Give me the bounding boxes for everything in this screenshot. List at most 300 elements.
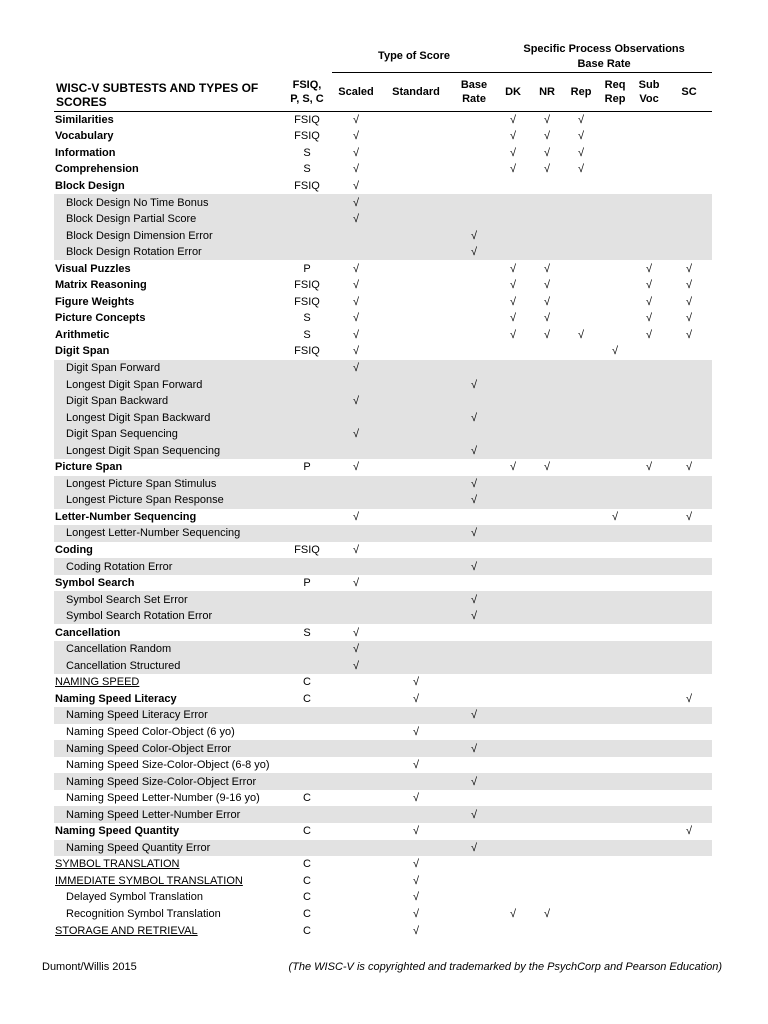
score-code: S (303, 146, 311, 159)
subtest-name: Block Design No Time Bonus (54, 194, 282, 211)
check-cell-req-rep (598, 459, 632, 476)
check-cell-standard: √ (412, 692, 420, 705)
table-row (54, 211, 712, 228)
score-code: FSIQ (294, 130, 320, 143)
check-cell-dk (496, 509, 530, 526)
check-cell-standard (380, 426, 452, 443)
check-cell-standard (380, 244, 452, 261)
check-cell-req-rep (598, 376, 632, 393)
check-cell-base-rate (452, 906, 496, 923)
check-cell-sc (666, 128, 712, 145)
check-cell-sc (666, 542, 712, 559)
check-cell-dk (496, 442, 530, 459)
subtest-name: Figure Weights (55, 295, 135, 308)
table-row (54, 773, 712, 790)
check-cell-req-rep (598, 922, 632, 939)
check-cell-sc: √ (686, 295, 693, 308)
subtests-table (54, 40, 712, 939)
check-cell-sc (666, 889, 712, 906)
check-cell-scaled: √ (332, 360, 380, 377)
check-cell-base-rate (452, 211, 496, 228)
check-cell-sc (666, 790, 712, 807)
check-cell-dk (496, 409, 530, 426)
check-cell-nr (530, 922, 564, 939)
check-cell-sc: √ (686, 825, 693, 838)
score-code: S (303, 312, 311, 325)
check-cell-sub-voc (632, 409, 666, 426)
check-cell-scaled: √ (352, 543, 360, 556)
subtest-name: Letter-Number Sequencing (55, 510, 197, 523)
check-cell-sc (666, 840, 712, 857)
check-cell-sub-voc: √ (646, 262, 653, 275)
subtest-name: Information (55, 146, 116, 159)
check-cell-scaled: √ (332, 426, 380, 443)
check-cell-req-rep (598, 327, 632, 344)
score-code: FSIQ (294, 543, 320, 556)
check-cell-scaled (332, 790, 380, 807)
table-row (54, 426, 712, 443)
check-cell-rep: √ (578, 146, 585, 159)
table-row (54, 906, 712, 923)
check-cell-dk: √ (510, 262, 517, 275)
table-row (54, 409, 712, 426)
check-cell-base-rate (452, 509, 496, 526)
check-cell-sub-voc (632, 393, 666, 410)
check-cell-base-rate (452, 922, 496, 939)
check-cell-standard (380, 145, 452, 162)
score-code: C (303, 676, 311, 689)
check-cell-dk (496, 376, 530, 393)
check-cell-sc: √ (686, 461, 693, 474)
check-cell-dk (496, 922, 530, 939)
score-code (282, 376, 332, 393)
check-cell-standard (380, 327, 452, 344)
score-code (282, 393, 332, 410)
check-cell-rep (564, 376, 598, 393)
check-cell-sc (666, 194, 712, 211)
check-cell-rep (564, 624, 598, 641)
score-code (282, 211, 332, 228)
score-code (282, 724, 332, 741)
check-cell-standard (380, 591, 452, 608)
check-cell-req-rep (598, 691, 632, 708)
table-row (54, 624, 712, 641)
check-cell-standard: √ (412, 676, 420, 689)
score-code (282, 244, 332, 261)
check-cell-standard (380, 658, 452, 675)
check-cell-req-rep (598, 773, 632, 790)
check-cell-scaled: √ (352, 328, 360, 341)
check-cell-standard (380, 492, 452, 509)
check-cell-sc (666, 608, 712, 625)
check-cell-rep (564, 211, 598, 228)
check-cell-dk (496, 658, 530, 675)
check-cell-base-rate: √ (452, 476, 496, 493)
column-header-standard: Standard (380, 73, 452, 112)
check-cell-sub-voc (632, 145, 666, 162)
check-cell-nr (530, 442, 564, 459)
score-code: FSIQ (294, 295, 320, 308)
check-cell-nr (530, 360, 564, 377)
table-row (54, 343, 712, 360)
check-cell-scaled (332, 707, 380, 724)
check-cell-dk: √ (510, 312, 517, 325)
check-cell-sc: √ (686, 692, 693, 705)
subtest-name: Naming Speed Color-Object Error (54, 740, 282, 757)
check-cell-sc (666, 674, 712, 691)
check-cell-sc (666, 773, 712, 790)
check-cell-sc (666, 343, 712, 360)
check-cell-req-rep (598, 360, 632, 377)
check-cell-sub-voc (632, 823, 666, 840)
column-header-req-rep: Req Rep (598, 73, 632, 112)
check-cell-rep (564, 442, 598, 459)
check-cell-rep: √ (578, 328, 585, 341)
check-cell-standard: √ (412, 874, 420, 887)
check-cell-sub-voc (632, 724, 666, 741)
check-cell-dk (496, 840, 530, 857)
check-cell-scaled (332, 591, 380, 608)
check-cell-standard (380, 310, 452, 327)
check-cell-nr (530, 790, 564, 807)
check-cell-scaled: √ (352, 295, 360, 308)
table-row (54, 227, 712, 244)
check-cell-nr (530, 840, 564, 857)
check-cell-standard (380, 707, 452, 724)
check-cell-nr (530, 393, 564, 410)
check-cell-scaled (332, 476, 380, 493)
check-cell-standard (380, 128, 452, 145)
check-cell-rep (564, 310, 598, 327)
check-cell-scaled (332, 740, 380, 757)
check-cell-rep (564, 542, 598, 559)
check-cell-sub-voc (632, 442, 666, 459)
check-cell-nr (530, 740, 564, 757)
score-code: C (303, 924, 311, 937)
check-cell-req-rep (598, 757, 632, 774)
check-cell-standard (380, 558, 452, 575)
subtest-name: NAMING SPEED (55, 676, 140, 689)
check-cell-sc: √ (686, 262, 693, 275)
check-cell-base-rate (452, 111, 496, 128)
check-cell-base-rate: √ (452, 707, 496, 724)
check-cell-nr (530, 376, 564, 393)
column-header-rep: Rep (564, 73, 598, 112)
check-cell-rep (564, 393, 598, 410)
subtest-name: Naming Speed Literacy (55, 692, 177, 705)
check-cell-nr (530, 343, 564, 360)
subtest-name: Longest Picture Span Stimulus (54, 476, 282, 493)
column-header-base-rate: Base Rate (452, 73, 496, 112)
score-code: C (303, 891, 311, 904)
check-cell-scaled: √ (352, 113, 360, 126)
check-cell-standard (380, 211, 452, 228)
table-row (54, 724, 712, 741)
main-title-header: WISC-V SUBTESTS AND TYPES OF SCORES (54, 73, 282, 112)
check-cell-rep (564, 575, 598, 592)
subtest-name: Recognition Symbol Translation (66, 908, 221, 921)
check-cell-scaled: √ (352, 279, 360, 292)
check-cell-sub-voc (632, 111, 666, 128)
check-cell-sub-voc (632, 806, 666, 823)
table-row (54, 575, 712, 592)
check-cell-req-rep (598, 840, 632, 857)
check-cell-base-rate (452, 459, 496, 476)
check-cell-sub-voc: √ (646, 312, 653, 325)
check-cell-sub-voc (632, 376, 666, 393)
check-cell-nr (530, 227, 564, 244)
check-cell-standard: √ (412, 792, 420, 805)
check-cell-sub-voc (632, 773, 666, 790)
check-cell-sc: √ (686, 312, 693, 325)
column-header-sc: SC (666, 73, 712, 112)
check-cell-base-rate (452, 691, 496, 708)
subtest-name: Longest Digit Span Backward (54, 409, 282, 426)
table-row (54, 922, 712, 939)
check-cell-standard (380, 509, 452, 526)
check-cell-rep (564, 773, 598, 790)
check-cell-base-rate (452, 575, 496, 592)
check-cell-scaled: √ (332, 393, 380, 410)
table-row (54, 856, 712, 873)
check-cell-scaled: √ (352, 626, 360, 639)
check-cell-req-rep (598, 906, 632, 923)
score-code: C (303, 792, 311, 805)
check-cell-standard: √ (412, 908, 420, 921)
score-code: S (303, 626, 311, 639)
check-cell-dk: √ (510, 328, 517, 341)
check-cell-req-rep (598, 161, 632, 178)
table-row (54, 244, 712, 261)
check-cell-rep (564, 823, 598, 840)
check-cell-rep (564, 840, 598, 857)
check-cell-nr (530, 624, 564, 641)
check-cell-scaled (332, 691, 380, 708)
check-cell-nr (530, 492, 564, 509)
check-cell-nr (530, 823, 564, 840)
check-cell-nr (530, 591, 564, 608)
check-cell-req-rep (598, 492, 632, 509)
check-cell-dk (496, 360, 530, 377)
check-cell-dk (496, 641, 530, 658)
subtest-name: Comprehension (55, 163, 139, 176)
check-cell-nr (530, 542, 564, 559)
check-cell-base-rate (452, 194, 496, 211)
check-cell-rep (564, 525, 598, 542)
subtest-name: Longest Letter-Number Sequencing (54, 525, 282, 542)
check-cell-dk (496, 773, 530, 790)
check-cell-rep (564, 889, 598, 906)
check-cell-base-rate (452, 724, 496, 741)
check-cell-sub-voc (632, 624, 666, 641)
check-cell-scaled: √ (332, 658, 380, 675)
check-cell-sub-voc (632, 922, 666, 939)
check-cell-standard (380, 459, 452, 476)
check-cell-req-rep: √ (612, 345, 619, 358)
check-cell-base-rate: √ (452, 558, 496, 575)
score-code (282, 740, 332, 757)
check-cell-scaled (332, 409, 380, 426)
check-cell-sc (666, 922, 712, 939)
check-cell-nr: √ (544, 262, 551, 275)
check-cell-sub-voc: √ (646, 461, 653, 474)
column-header-scaled: Scaled (332, 73, 380, 112)
check-cell-scaled: √ (352, 461, 360, 474)
check-cell-base-rate: √ (452, 591, 496, 608)
check-cell-dk (496, 558, 530, 575)
check-cell-nr (530, 558, 564, 575)
subtest-name: Longest Picture Span Response (54, 492, 282, 509)
check-cell-sub-voc (632, 558, 666, 575)
check-cell-nr (530, 525, 564, 542)
check-cell-dk (496, 856, 530, 873)
score-code: FSIQ (294, 113, 320, 126)
check-cell-dk (496, 194, 530, 211)
check-cell-base-rate (452, 294, 496, 311)
check-cell-scaled (332, 674, 380, 691)
check-cell-sc (666, 658, 712, 675)
check-cell-base-rate (452, 260, 496, 277)
check-cell-sc (666, 178, 712, 195)
check-cell-base-rate: √ (452, 773, 496, 790)
check-cell-req-rep (598, 294, 632, 311)
table-row (54, 840, 712, 857)
check-cell-sub-voc (632, 426, 666, 443)
table-row (54, 674, 712, 691)
table-row (54, 277, 712, 294)
subtest-name: Block Design Partial Score (54, 211, 282, 228)
score-code (282, 641, 332, 658)
check-cell-rep (564, 244, 598, 261)
check-cell-nr (530, 476, 564, 493)
check-cell-sc (666, 360, 712, 377)
score-code (282, 707, 332, 724)
score-code (282, 773, 332, 790)
check-cell-standard (380, 277, 452, 294)
check-cell-nr (530, 773, 564, 790)
check-cell-standard: √ (412, 858, 420, 871)
check-cell-req-rep (598, 178, 632, 195)
subtest-name: Arithmetic (55, 328, 110, 341)
check-cell-base-rate: √ (452, 409, 496, 426)
check-cell-req-rep (598, 310, 632, 327)
score-table-sheet (54, 40, 712, 939)
score-code (282, 757, 332, 774)
check-cell-sc (666, 492, 712, 509)
table-row (54, 691, 712, 708)
check-cell-nr (530, 409, 564, 426)
check-cell-standard (380, 178, 452, 195)
check-cell-scaled (332, 873, 380, 890)
check-cell-sub-voc (632, 476, 666, 493)
check-cell-sub-voc (632, 707, 666, 724)
check-cell-sc (666, 707, 712, 724)
check-cell-req-rep (598, 724, 632, 741)
check-cell-dk (496, 873, 530, 890)
check-cell-sub-voc (632, 161, 666, 178)
subtest-name: Block Design (55, 179, 125, 192)
check-cell-rep (564, 790, 598, 807)
check-cell-scaled (332, 442, 380, 459)
check-cell-dk (496, 674, 530, 691)
check-cell-sc: √ (686, 510, 693, 523)
table-row (54, 740, 712, 757)
check-cell-dk (496, 393, 530, 410)
check-cell-scaled (332, 757, 380, 774)
check-cell-dk (496, 178, 530, 195)
table-row (54, 873, 712, 890)
check-cell-scaled (332, 525, 380, 542)
check-cell-sc (666, 757, 712, 774)
subtest-name: Coding (55, 543, 93, 556)
check-cell-standard (380, 442, 452, 459)
check-cell-nr (530, 757, 564, 774)
subtest-name: Naming Speed Literacy Error (54, 707, 282, 724)
check-cell-rep (564, 343, 598, 360)
check-cell-req-rep (598, 740, 632, 757)
check-cell-sc (666, 624, 712, 641)
score-code: FSIQ (294, 179, 320, 192)
check-cell-dk: √ (510, 279, 517, 292)
table-row (54, 790, 712, 807)
check-cell-sub-voc (632, 194, 666, 211)
check-cell-standard (380, 624, 452, 641)
check-cell-nr (530, 724, 564, 741)
check-cell-dk (496, 691, 530, 708)
subtest-name: Block Design Dimension Error (54, 227, 282, 244)
table-row (54, 658, 712, 675)
subtest-name: Cancellation (55, 626, 121, 639)
check-cell-req-rep (598, 575, 632, 592)
check-cell-rep (564, 856, 598, 873)
score-code (282, 840, 332, 857)
check-cell-base-rate (452, 128, 496, 145)
score-code (282, 476, 332, 493)
check-cell-sc (666, 476, 712, 493)
score-code: C (303, 692, 311, 705)
check-cell-sub-voc (632, 740, 666, 757)
check-cell-nr: √ (544, 163, 551, 176)
check-cell-nr: √ (544, 328, 551, 341)
check-cell-scaled (332, 806, 380, 823)
subtest-name: Visual Puzzles (55, 262, 131, 275)
check-cell-req-rep (598, 525, 632, 542)
score-code: S (303, 328, 311, 341)
check-cell-req-rep (598, 128, 632, 145)
subtest-name: Digit Span (55, 345, 110, 358)
check-cell-scaled: √ (332, 211, 380, 228)
check-cell-sub-voc (632, 658, 666, 675)
check-cell-nr (530, 707, 564, 724)
check-cell-req-rep (598, 227, 632, 244)
score-code (282, 426, 332, 443)
check-cell-req-rep (598, 393, 632, 410)
check-cell-dk: √ (510, 146, 517, 159)
score-code: P (303, 262, 311, 275)
check-cell-standard (380, 294, 452, 311)
check-cell-standard (380, 343, 452, 360)
check-cell-scaled (332, 724, 380, 741)
check-cell-dk (496, 492, 530, 509)
check-cell-standard: √ (412, 924, 420, 937)
check-cell-req-rep (598, 707, 632, 724)
check-cell-rep (564, 724, 598, 741)
check-cell-dk (496, 790, 530, 807)
score-code: P (303, 461, 311, 474)
check-cell-rep (564, 873, 598, 890)
column-header-fsiq-psc: FSIQ, P, S, C (282, 73, 332, 112)
check-cell-standard (380, 773, 452, 790)
